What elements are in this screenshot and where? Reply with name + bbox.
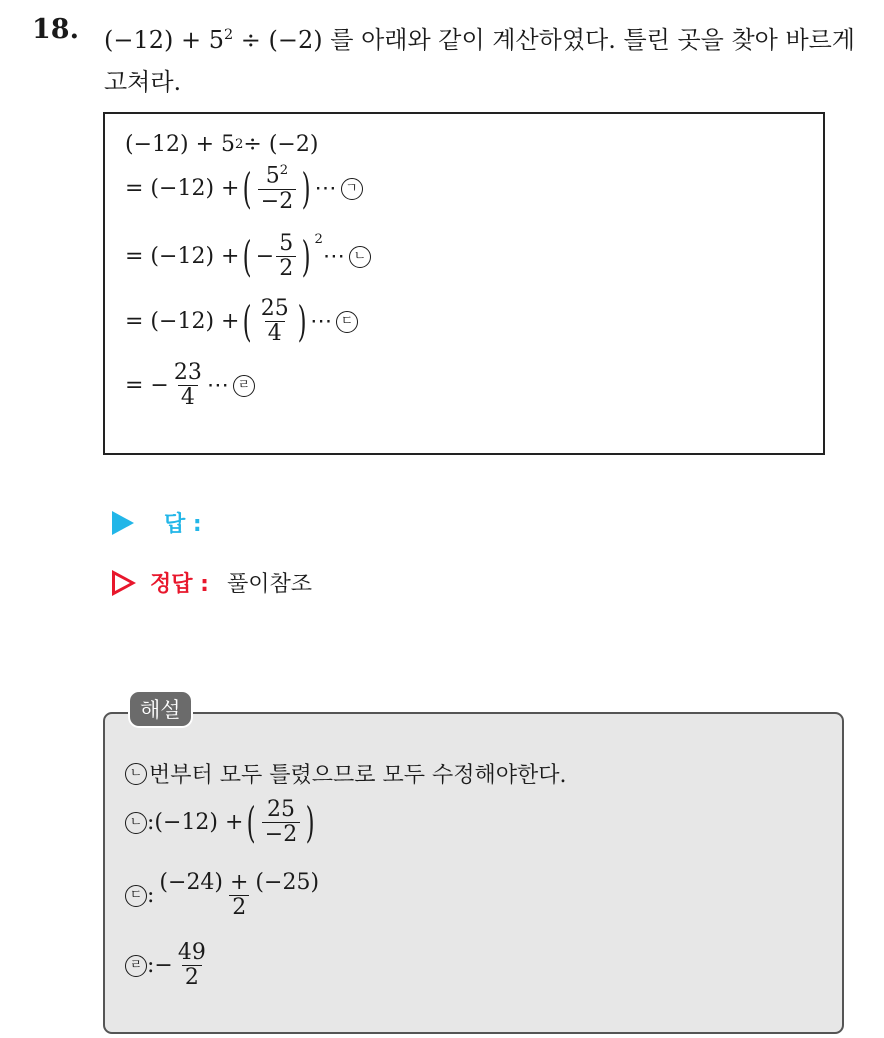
circled-mark-4: ㄹ [233,375,255,397]
fraction: $\frac{5^2}{-2}$ [258,164,296,214]
question-text-line2: 고쳐라. [104,68,182,96]
fraction: $\frac{23}{4}$ [173,360,202,411]
question-text [104,14,874,103]
answer-label: 답 : [164,512,202,537]
circled-mark: ㄹ [125,955,147,977]
circled-mark-2: ㄴ [349,246,371,268]
correct-answer-label: 정답 : [150,572,209,597]
circled-mark-1: ㄱ [341,178,363,200]
explanation-line-4: ㄹ : − $\frac{49}{2}$ [125,941,211,990]
fraction: $\frac{5}{2}$ [276,232,296,281]
explanation-tag: 해설 [128,690,193,728]
answer-row [112,507,216,538]
question-text-line1: 를 아래와 같이 계산하였다. 틀린 곳을 찾아 바르게 [322,26,855,54]
explanation-line-2: ㄴ : (−12) + ( $\frac{25}{-2}$ ) [125,798,319,847]
correct-answer-value: 풀이참조 [226,572,312,597]
fraction: $\frac{49}{2}$ [177,940,206,991]
work-line-3: = (−12) + ( $\frac{25}{4}$ ) ⋯ ㄷ [125,297,358,346]
explanation-line-3: ㄷ : $\frac{(-24) + (-25)}{2}$ [125,871,324,920]
correct-answer-row [112,567,312,598]
work-line-0: (−12) + 5 2 ÷ (−2) [125,132,319,157]
fraction: $\frac{25}{4}$ [260,296,289,347]
circled-mark-3: ㄷ [336,311,358,333]
work-line-1: = (−12) + ( $\frac{5^2}{-2}$ ) ⋯ ㄱ [125,164,363,214]
fraction: $\frac{(-24) + (-25)}{2}$ [159,870,320,921]
work-line-2: = (−12) + ( − $\frac{5}{2}$ ) $^2$ ⋯ ㄴ [125,232,371,281]
work-box [103,112,825,455]
explanation-box [103,712,844,1034]
question-number: 18. [32,14,79,45]
play-triangle-icon [112,511,134,535]
outline-triangle-icon [112,570,136,596]
circled-mark: ㄴ [125,812,147,834]
circled-mark: ㄷ [125,885,147,907]
circled-mark: ㄴ [125,763,147,785]
question-expression: $(-12) + 5^2 \div (-2)$ [104,26,323,54]
fraction: $\frac{25}{-2}$ [262,798,300,847]
work-line-4: = − $\frac{23}{4}$ ⋯ ㄹ [125,361,255,410]
explanation-line-1: ㄴ 번부터 모두 틀렸으므로 모두 수정해야한다. [125,758,567,789]
